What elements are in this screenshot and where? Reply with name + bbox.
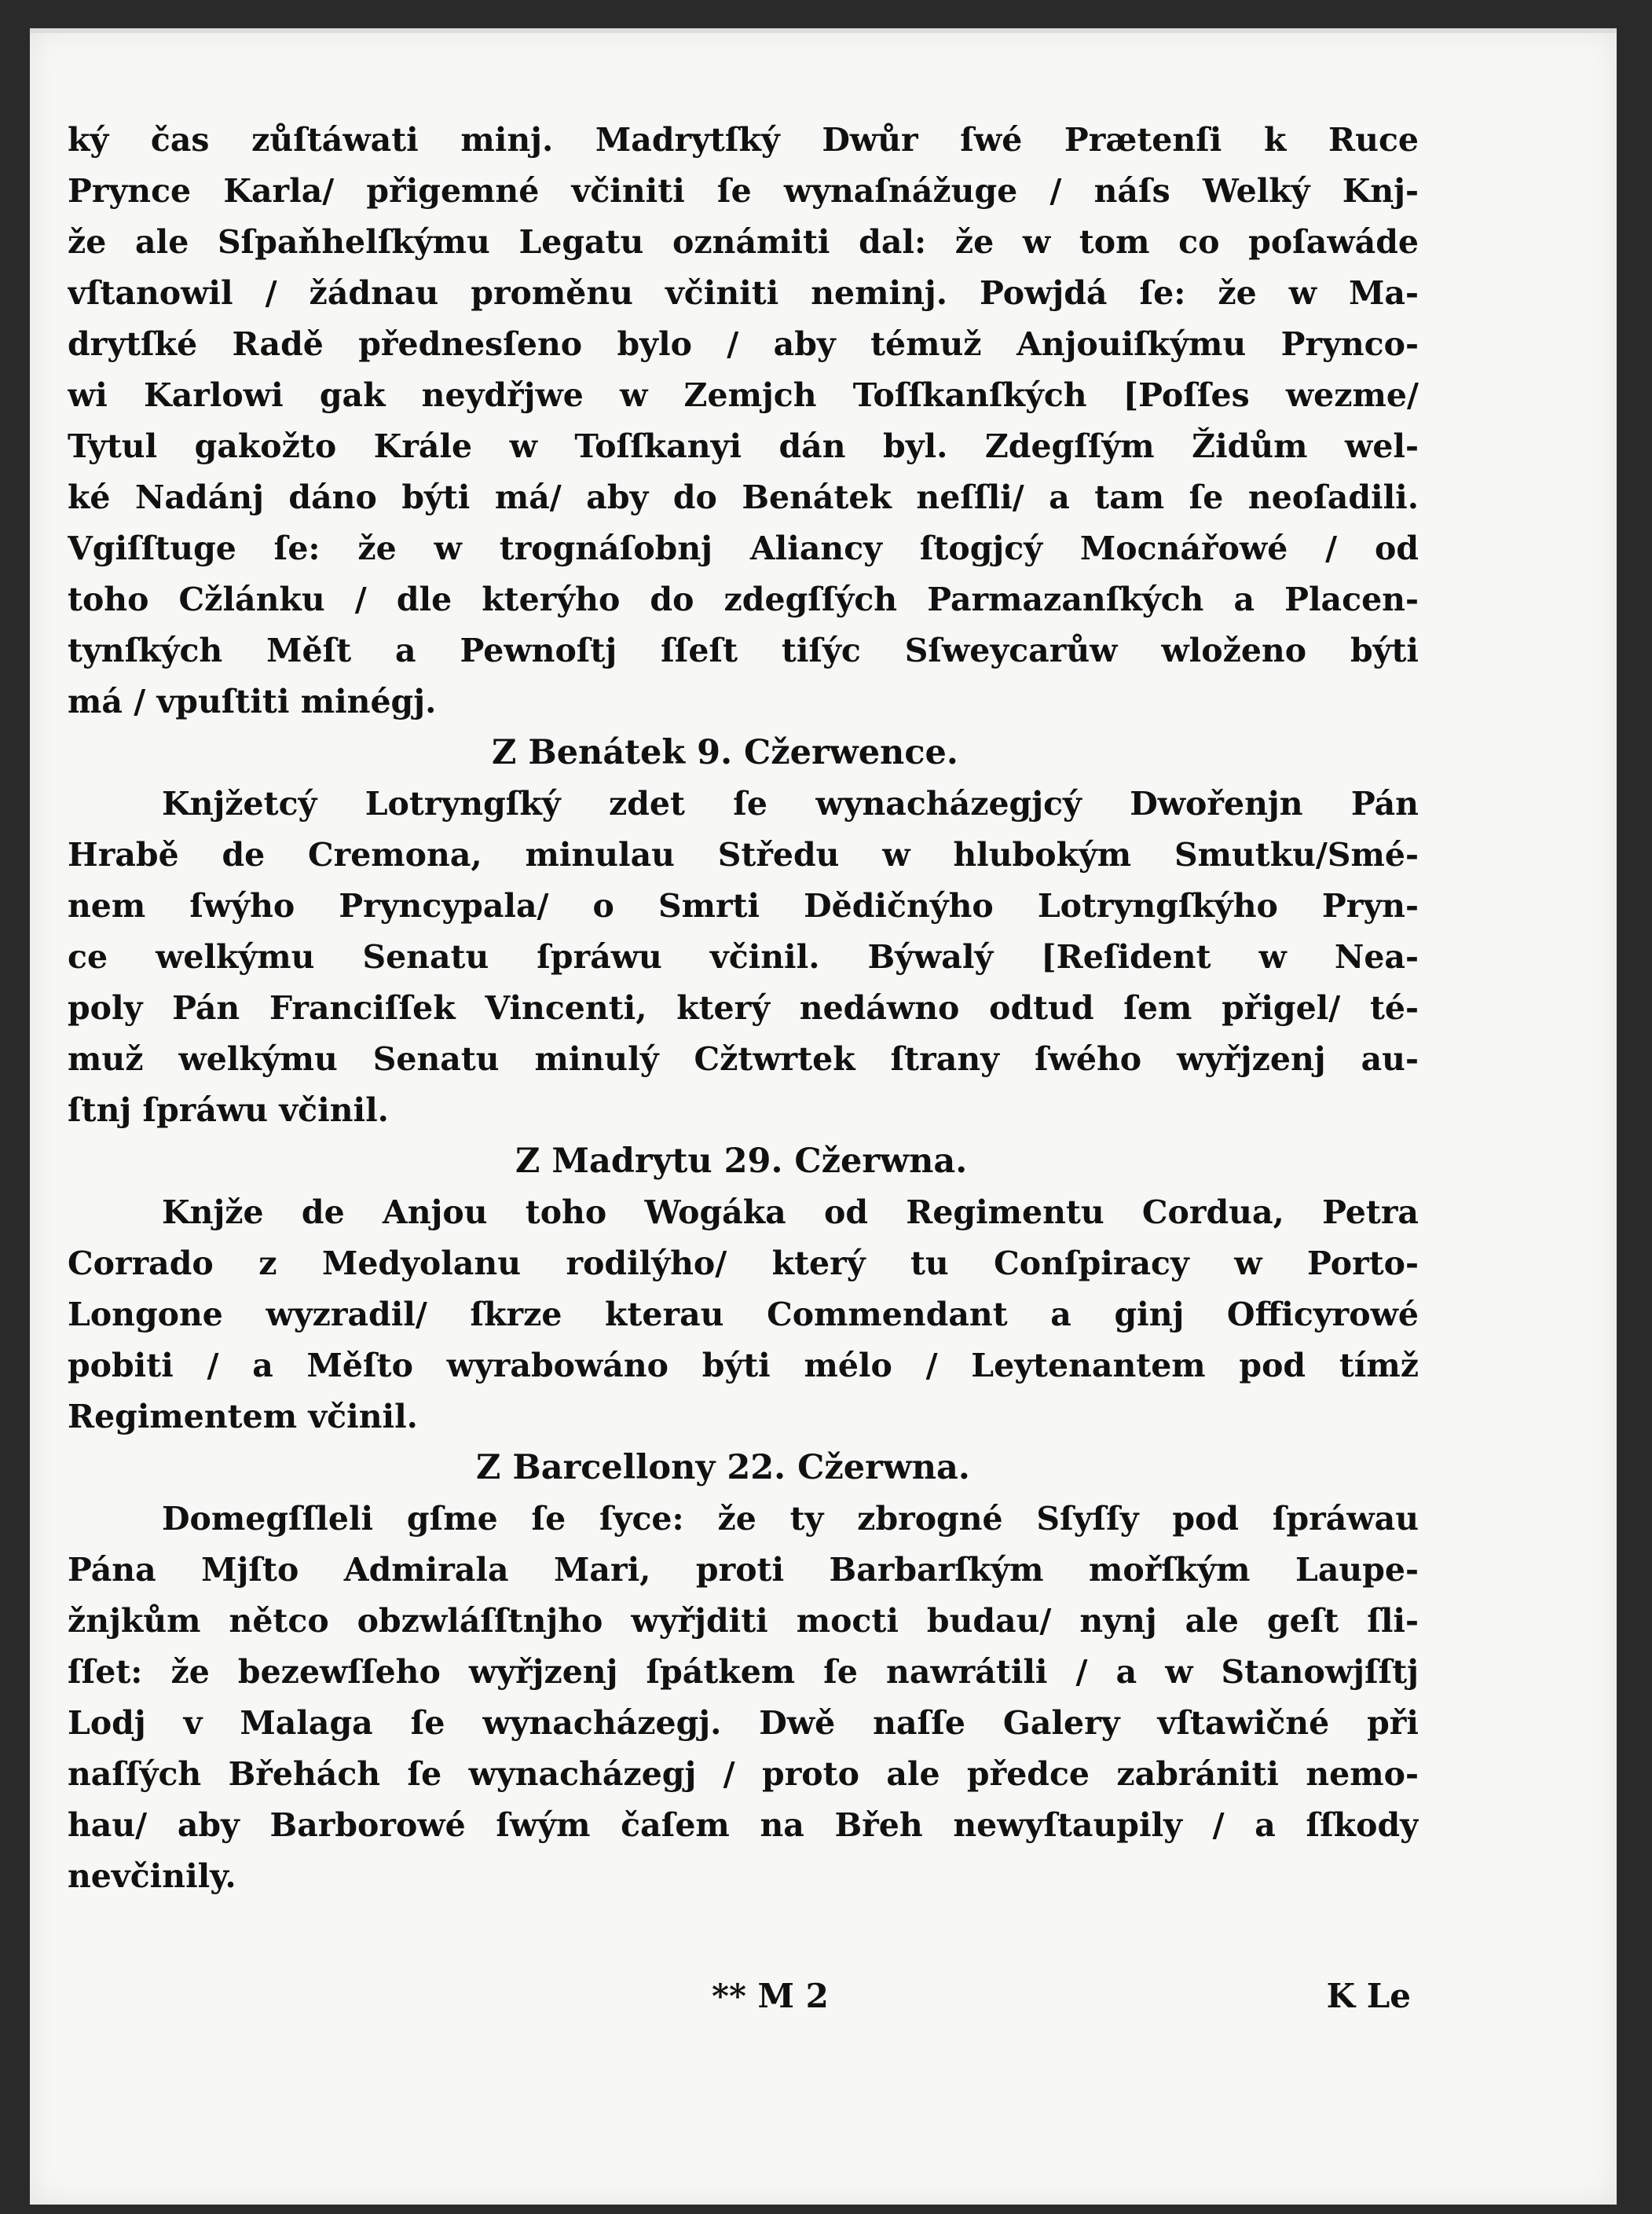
section-heading: Z Barcellony 22. Cžerwna.: [476, 1448, 970, 1487]
text-line: Knjžetcý Lotryngſký zdet ſe wynacházegjcý Dwořenjn Pán: [162, 785, 1419, 823]
text-line: ké Nadánj dáno býti má/ aby do Benátek neſſli/ a tam ſe neoſadili.: [68, 478, 1419, 516]
text-line: že ale Sſpaňhelſkýmu Legatu oznámiti dal: že w tom co poſawáde: [68, 223, 1419, 261]
text-line: Tytul gakožto Krále w Toſſkanyi dán byl. Zdegſſým Židům wel-: [68, 427, 1419, 465]
page-text: [68, 115, 1419, 1902]
text-line: ſſet: že bezewſſeho wyřjzenj ſpátkem ſe nawrátili / a w Stanowjſſtj: [68, 1653, 1419, 1691]
text-line: hau/ aby Barborowé ſwým čaſem na Břeh newyſtaupily / a ſſkody: [68, 1806, 1419, 1844]
section-heading: Z Benátek 9. Cžerwence.: [492, 733, 958, 772]
text-line: Prynce Karla/ přigemné včiniti ſe wynaſnážuge / náſs Welký Knj-: [68, 172, 1419, 210]
text-line: nem ſwýho Pryncypala/ o Smrti Dědičnýho Lotryngſkýho Pryn-: [68, 887, 1419, 925]
text-line: pobiti / a Měſto wyrabowáno býti mélo / Leytenantem pod tímž: [68, 1347, 1419, 1384]
text-line: Pána Mjſto Admirala Mari, proti Barbarſkým mořſkým Laupe-: [68, 1551, 1419, 1589]
text-line: ſtnj ſpráwu včinil.: [68, 1091, 389, 1129]
text-line: Hrabě de Cremona, minulau Středu w hlubokým Smutku/Smé-: [68, 836, 1419, 874]
text-line: wi Karlowi gak neydřjwe w Zemjch Toſſkanſkých [Poſſes wezme/: [68, 376, 1419, 414]
text-line: ký čas zůſtáwati minj. Madrytſký Dwůr ſwé Prætenſi k Ruce: [68, 121, 1419, 159]
catchword: K Le: [1326, 1977, 1411, 2015]
text-line: tynſkých Měſt a Pewnoſtj ſſeſt tiſýc Sſweycarůw wloženo býti: [68, 632, 1419, 669]
text-line: má / vpuſtiti minégj.: [68, 683, 437, 720]
document-page: [30, 28, 1617, 2205]
text-line: žnjkům nětco obzwláſſtnjho wyřjditi mocti budau/ nynj ale geſt ſli-: [68, 1602, 1419, 1640]
text-line: Longone wyzradil/ ſkrze kterau Commendant a ginj Officyrowé: [68, 1296, 1419, 1333]
text-line: vſtanowil / žádnau proměnu včiniti neminj. Powjdá ſe: že w Ma-: [68, 274, 1419, 312]
text-line: ce welkýmu Senatu ſpráwu včinil. Býwalý [Reſident w Nea-: [68, 938, 1419, 976]
text-line: nevčinily.: [68, 1857, 236, 1895]
page-edge: [30, 28, 1617, 33]
text-line: Domegſſleli gſme ſe ſyce: že ty zbrogné Sſyſſy pod ſpráwau: [162, 1500, 1419, 1538]
signature-mark: ** M 2: [712, 1977, 829, 2015]
text-line: muž welkýmu Senatu minulý Cžtwrtek ſtrany ſwého wyřjzenj au-: [68, 1040, 1419, 1078]
text-line: Vgiſſtuge ſe: že w trognáſobnj Aliancy ſtogjcý Mocnářowé / od: [68, 530, 1419, 567]
text-line: Knjže de Anjou toho Wogáka od Regimentu Cordua, Petra: [162, 1193, 1419, 1231]
text-line: drytſké Radě přednesſeno bylo / aby témuž Anjouiſkýmu Prynco-: [68, 325, 1419, 363]
text-line: Regimentem včinil.: [68, 1398, 418, 1435]
section-heading: Z Madrytu 29. Cžerwna.: [515, 1142, 968, 1181]
text-line: naſſých Břehách ſe wynacházegj / proto ale předce zabrániti nemo-: [68, 1755, 1419, 1793]
text-line: poly Pán Franciſſek Vincenti, který nedáwno odtud ſem přigel/ té-: [68, 989, 1419, 1027]
text-line: Corrado z Medyolanu rodilýho/ který tu Conſpiracy w Porto-: [68, 1244, 1419, 1282]
page-footer: [68, 1977, 1419, 2032]
text-line: toho Cžlánku / dle kterýho do zdegſſých Parmazanſkých a Placen-: [68, 581, 1419, 618]
text-line: Lodj v Malaga ſe wynacházegj. Dwě naſſe Galery vſtawičné při: [68, 1704, 1419, 1742]
